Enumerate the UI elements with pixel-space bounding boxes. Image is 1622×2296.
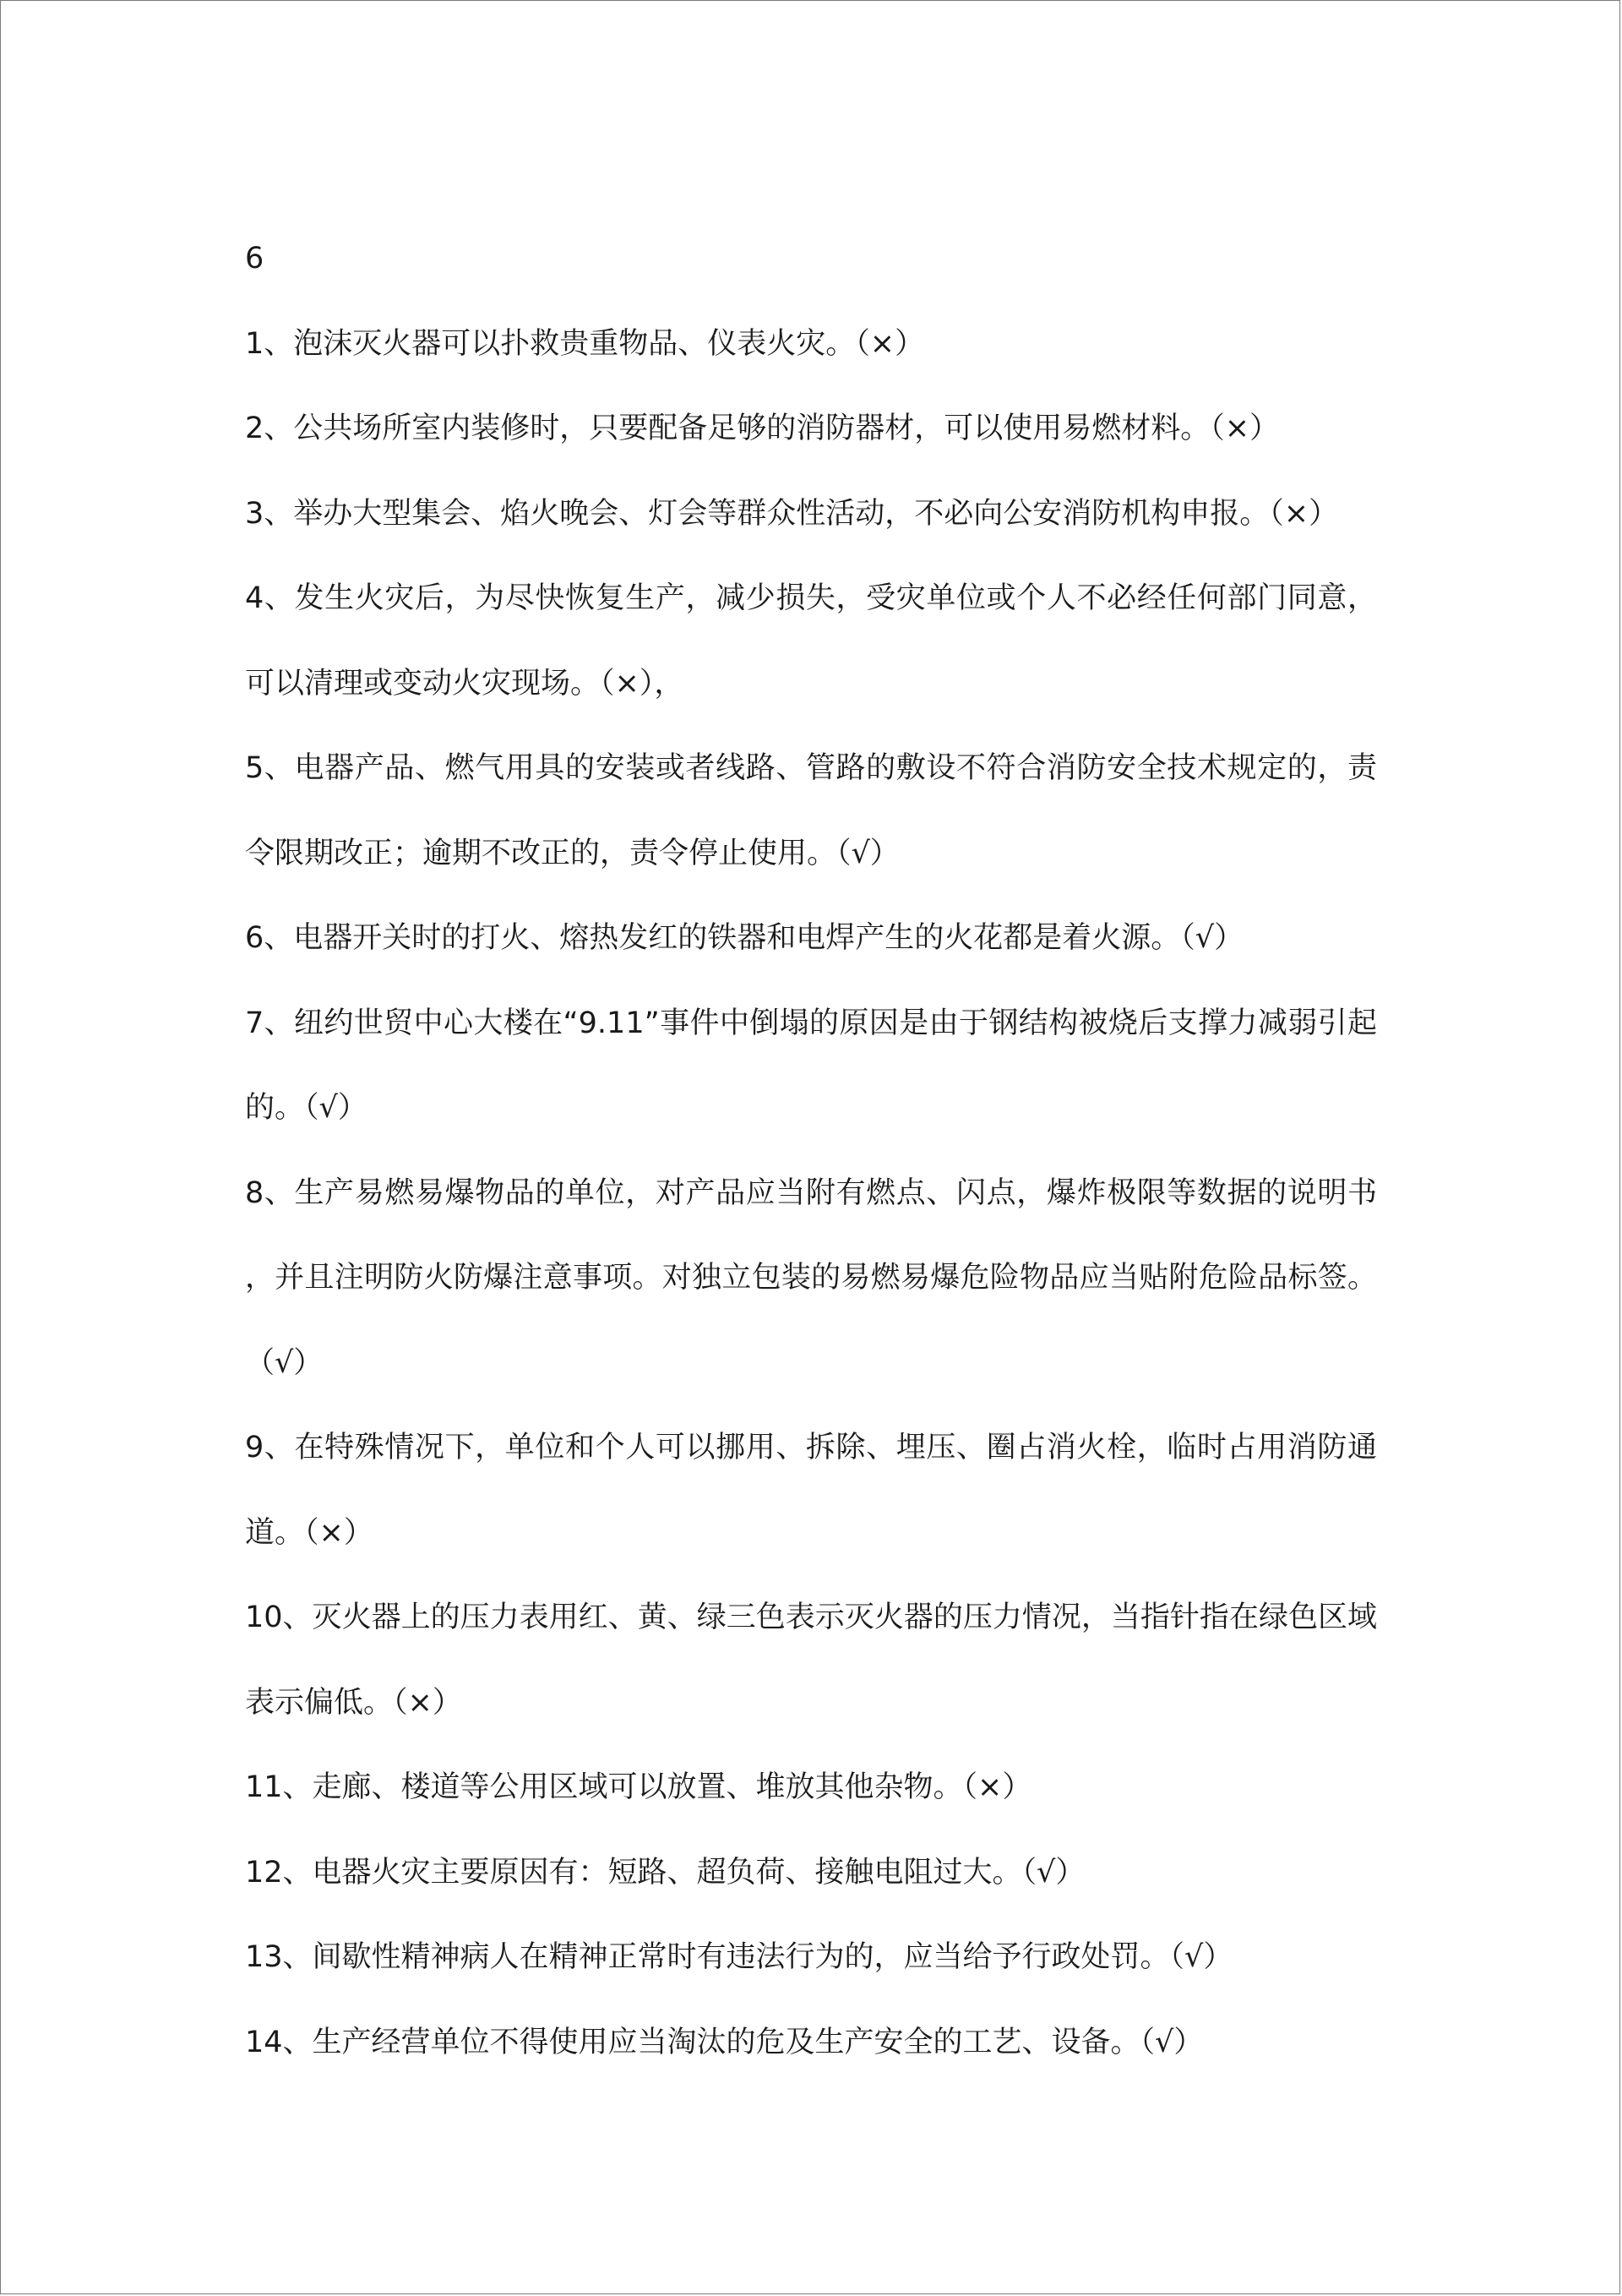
document-body [245,216,1377,2085]
question-item-4: 4、发生火灾后，为尽快恢复生产，减少损失，受灾单位或个人不必经任何部门同意，可以清理或变动火灾现场。（×）， [245,581,1377,701]
question-item-14: 14、生产经营单位不得使用应当淘汰的危及生产安全的工艺、设备。（√） [245,2025,1204,2059]
question-item-12: 12、电器火灾主要原因有：短路、超负荷、接触电阻过大。（√） [245,1855,1086,1890]
question-item-2: 2、公共场所室内装修时，只要配备足够的消防器材，可以使用易燃材料。（×） [245,412,1280,445]
question-item-7: 7、纽约世贸中心大楼在“9.11”事件中倒塌的原因是由于钢结构被烧后支撑力减弱引起的。（√） [245,1006,1377,1125]
question-item-9: 9、在特殊情况下，单位和个人可以挪用、拆除、埋压、圈占消火栓，临时占用消防通道。（×） [245,1431,1377,1550]
question-item-13: 13、间歇性精神病人在精神正常时有违法行为的，应当给予行政处罚。（√） [245,1940,1233,1974]
question-item-11: 11、走廊、楼道等公用区域可以放置、堆放其他杂物。（×） [245,1770,1032,1804]
question-item-1: 1、泡沫灭火器可以扑救贵重物品、仪表火灾。（×） [245,326,925,361]
question-item-3: 3、举办大型集会、焰火晚会、灯会等群众性活动，不必向公安消防机构申报。（×） [245,496,1339,531]
question-item-5: 5、电器产品、燃气用具的安装或者线路、管路的敷设不符合消防安全技术规定的，责令限期改正；逾期不改正的，责令停止使用。（√） [245,751,1377,870]
question-item-8: 8、生产易燃易爆物品的单位，对产品应当附有燃点、闪点，爆炸极限等数据的说明书，并且注明防火防爆注意事项。对独立包装的易燃易爆危险物品应当贴附危险品标签。（√） [245,1175,1377,1380]
question-item-6: 6、电器开关时的打火、熔热发红的铁器和电焊产生的火花都是着火源。（√） [245,921,1244,955]
question-item-10: 10、灭火器上的压力表用红、黄、绿三色表示灭火器的压力情况，当指针指在绿色区域表示偏低。（×） [245,1601,1377,1720]
page-number: 6 [245,242,264,275]
